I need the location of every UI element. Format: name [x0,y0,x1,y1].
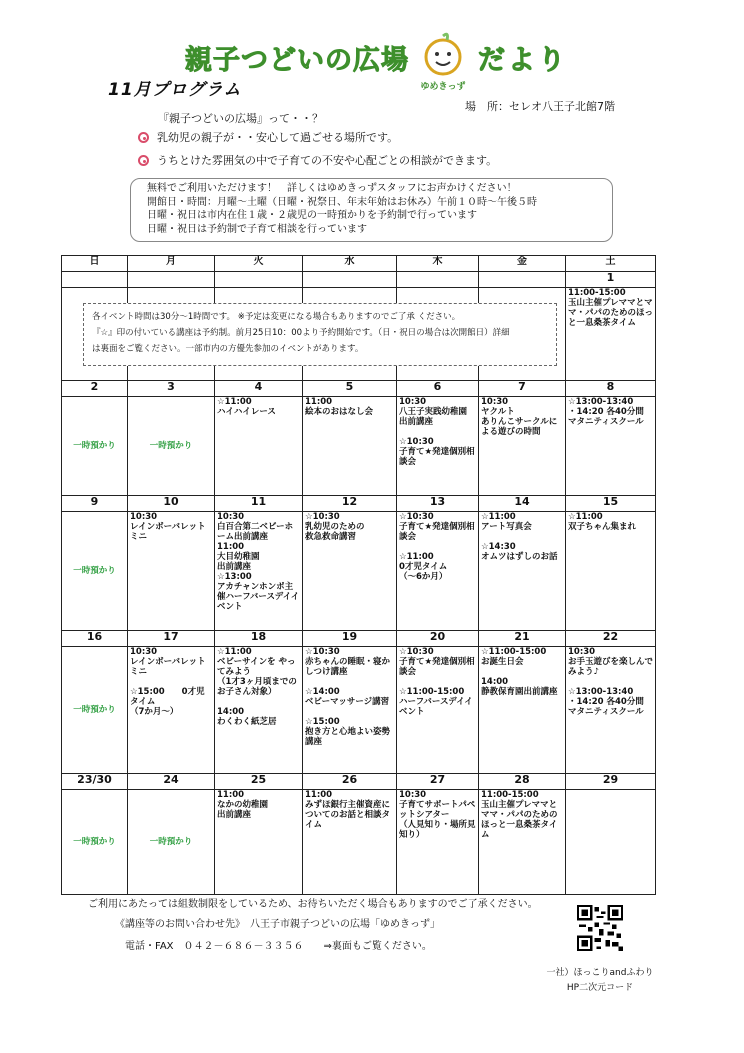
date-cell: 16 [62,631,128,647]
event-cell: ☆10:30 子育て★発達個別相談会 ☆11:00-15:00 ハーフバースデイイベント [397,647,479,774]
event-cell: ☆11:00-15:00 お誕生日会 14:00 静教保育園出前講座 [479,647,566,774]
logo-text: ゆめきっず [420,82,466,92]
date-cell: 10 [128,496,215,512]
temp-childcare-label: 一時預かり [73,837,116,847]
event-cell: 11:00-15:00 玉山主催プレママとママ・パパのためのほっと一息桑茶タイム [479,790,566,895]
event-cell: ☆10:30 乳幼児のための 救急救命講習 [303,512,397,631]
date-cell: 9 [62,496,128,512]
date-cell: 17 [128,631,215,647]
date-cell: 20 [397,631,479,647]
event-cell: 10:30 お手玉遊びを楽しんでみよう♪ ☆13:00-13:40 ・14:20 各40分間 マタニティスクール [566,647,656,774]
event-cell: ☆11:00 双子ちゃん集まれ [566,512,656,631]
date-cell: 12 [303,496,397,512]
date-row [62,631,656,647]
date-cell: 8 [566,381,656,397]
temp-childcare-label: 一時預かり [149,837,193,847]
event-cell: ☆11:00 ハイハイレース [215,397,303,496]
date-cell: 14 [479,496,566,512]
intro-bullet [138,152,497,168]
event-cell [128,790,215,895]
date-cell: 19 [303,631,397,647]
date-cell: 15 [566,496,656,512]
date-cell: 11 [215,496,303,512]
newsletter-title-tail: だより [478,45,568,76]
date-cell: 21 [479,631,566,647]
date-cell: 24 [128,774,215,790]
footer-note: ご利用にあたっては組数制限をしているため、お待ちいただく場合もありますのでご了承ください。 [88,899,538,910]
event-cell: 11:00-15:00 玉山主催プレママとママ・パパのためのほっと一息桑茶タイム [566,288,656,381]
contact-info: 《講座等のお問い合わせ先》 八王子市親子つどいの広場「ゆめきっず」 [115,919,440,930]
event-cell: 10:30 八王子実践幼稚園 出前講座 ☆10:30 子育て★発達個別相談会 [397,397,479,496]
notice-line: 『☆』印の付いている講座は予約制。前月25日10：00より予約開始です。（日・祝日の場合は次開館日）詳細 [92,328,510,338]
event-cell: 10:30 子育てサポートパペットシアター （人見知り・場所見知り） [397,790,479,895]
weekday-mon: 月 [128,256,215,272]
date-cell: 22 [566,631,656,647]
event-cell: ☆10:30 子育て★発達個別相談会 ☆11:00 0才児タイム （～6か月） [397,512,479,631]
date-cell: 13 [397,496,479,512]
event-cell: 10:30 レインボーバレットミニ [128,512,215,631]
date-cell: 27 [397,774,479,790]
date-cell: 23/30 [62,774,128,790]
date-cell: 7 [479,381,566,397]
event-cell: ☆11:00 ベビーサインを やってみよう （1才3ヶ月頃までのお子さん対象） 14:00 わくわく紙芝居 [215,647,303,774]
date-cell: 25 [215,774,303,790]
info-line: 開館日・時間：月曜～土曜（日曜・祝祭日、年末年始はお休み）午前１０時～午後５時 [147,196,537,208]
date-cell: 4 [215,381,303,397]
info-line: 日曜・祝日は予約制で子育て相談を行っています [147,223,367,235]
spiral-icon [138,155,149,166]
event-cell [62,647,128,774]
weekday-sat: 土 [566,256,656,272]
date-cell: 6 [397,381,479,397]
intro-question: 『親子つどいの広場』って・・？ [158,112,323,125]
date-row [62,496,656,512]
organization-name: 一社）ほっこりandふわり [546,968,654,978]
weekday-header-row [62,256,656,272]
date-cell: 28 [479,774,566,790]
event-cell: 10:30 レインボーバレットミニ ☆15:00 0才児タイム （7か月～） [128,647,215,774]
event-cell: 11:00 なかの幼稚園 出前講座 [215,790,303,895]
weekday-sun: 日 [62,256,128,272]
event-cell: ☆13:00-13:40 ・14:20 各40分間 マタニティスクール [566,397,656,496]
event-cell: ☆10:30 赤ちゃんの睡眠・寝かしつけ講座 ☆14:00 ベビーマッサージ講習 ☆15:00 抱き方と心地よい姿勢講座 [303,647,397,774]
temp-childcare-label: 一時預かり [149,441,193,451]
date-cell [128,272,215,288]
event-cell: ☆11:00 アート写真会 ☆14:30 オムツはずしのお話 [479,512,566,631]
event-row [62,397,656,496]
location-text: 場 所：セレオ八王子北館7階 [465,100,615,113]
event-cell [62,512,128,631]
event-cell: 11:00 絵本のおはなし会 [303,397,397,496]
date-cell [303,272,397,288]
info-box [130,178,613,242]
hp-code-label: HP二次元コード [566,983,634,993]
event-row [62,647,656,774]
weekday-fri: 金 [479,256,566,272]
event-cell: 10:30 ヤクルト ありんこサークルによる遊びの時間 [479,397,566,496]
date-cell: 18 [215,631,303,647]
date-cell [397,272,479,288]
intro-bullet-text: 乳幼児の親子が・・安心して過ごせる場所です。 [157,131,399,144]
weekday-thu: 木 [397,256,479,272]
info-line: 日曜・祝日は市内在住１歳・２歳児の一時預かりを予約制で行っています [147,210,477,221]
date-cell: 3 [128,381,215,397]
date-cell: 2 [62,381,128,397]
date-cell: 1 [566,272,656,288]
event-row [62,790,656,895]
date-cell: 26 [303,774,397,790]
event-cell [128,397,215,496]
month-program-title: 11月プログラム [108,80,242,100]
date-row [62,381,656,397]
info-line: 無料でご利用いただけます！ 詳しくはゆめきっずスタッフにお声かけください！ [147,183,517,194]
temp-childcare-label: 一時預かり [73,705,116,715]
event-cell: 11:00 みずほ銀行主催資産についてのお話と相談タイム [303,790,397,895]
date-cell: 29 [566,774,656,790]
date-cell: 5 [303,381,397,397]
date-row [62,774,656,790]
event-cell [62,397,128,496]
event-cell [566,790,656,895]
event-cell: 10:30 白百合第二ベビーホーム出前講座 11:00 大目幼稚園 出前講座 ☆13:00 アカチャンホンポ主催ハーフバースデイイベント [215,512,303,631]
weekday-wed: 水 [303,256,397,272]
spiral-icon [138,132,149,143]
weekday-tue: 火 [215,256,303,272]
event-row [62,512,656,631]
temp-childcare-label: 一時預かり [73,441,116,451]
date-cell [215,272,303,288]
intro-bullet-text: うちとけた雰囲気の中で子育ての不安や心配ごとの相談ができます。 [157,154,498,167]
phone-fax: 電話・FAX ０４２－６８６－３３５６ ⇒裏面もご覧ください。 [125,941,432,952]
newsletter-title: 親子つどいの広場 [185,45,409,76]
date-row [62,272,656,288]
qr-code-icon[interactable] [577,905,623,951]
notice-line: 各イベント時間は30分～1時間です。 ※予定は変更になる場合もありますのでご了承 ください。 [92,312,461,322]
intro-bullet [138,129,398,145]
event-notice-box [83,303,557,366]
event-cell [62,790,128,895]
date-cell [62,272,128,288]
notice-line: は裏面をご覧ください。一部市内の方優先参加のイベントがあります。 [92,344,364,354]
temp-childcare-label: 一時預かり [73,566,116,576]
date-cell [479,272,566,288]
